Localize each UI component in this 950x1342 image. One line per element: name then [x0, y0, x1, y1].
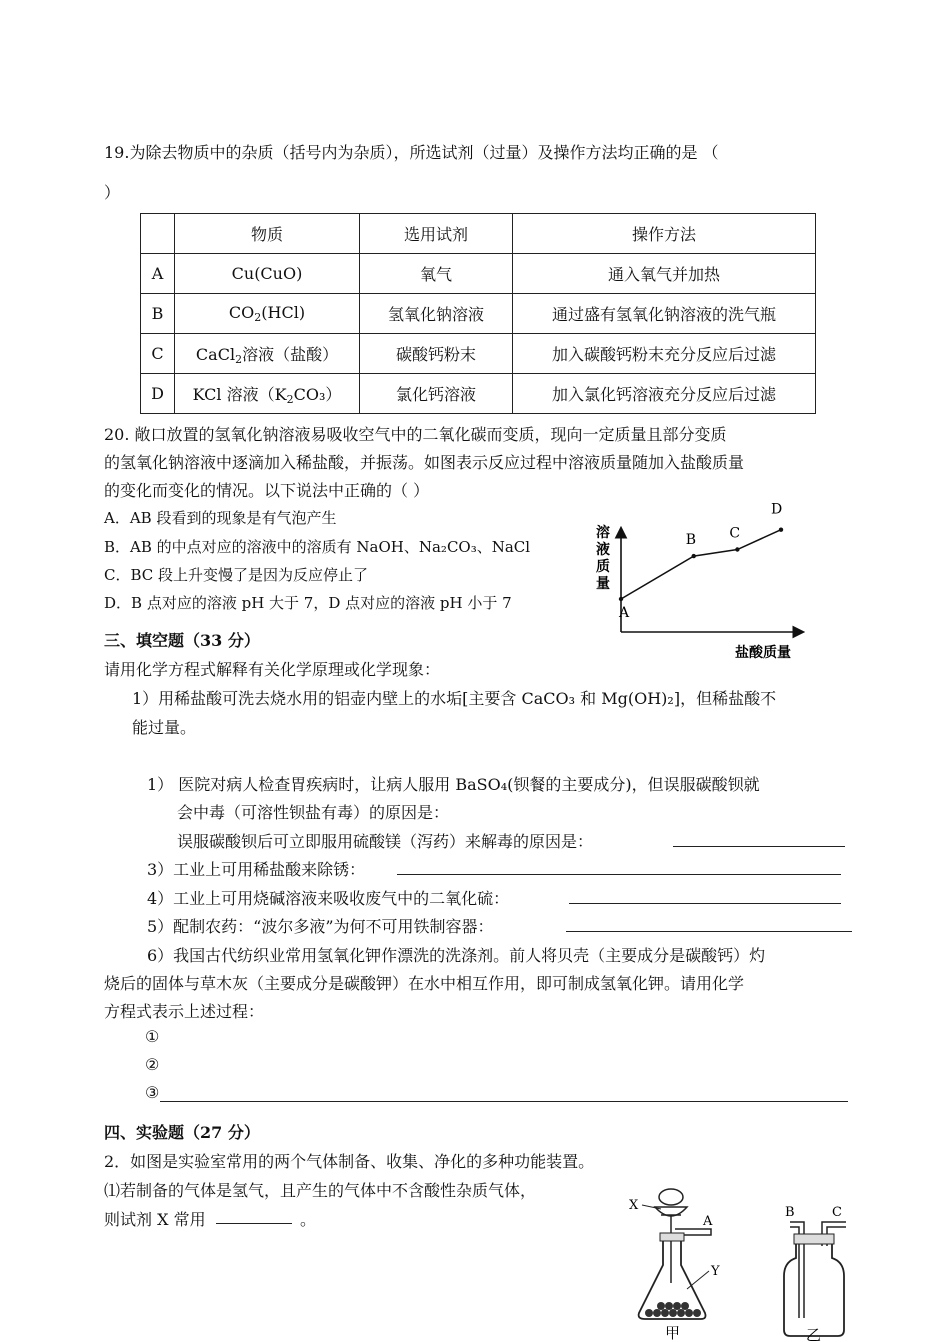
table-header-cell: 物质 — [175, 214, 360, 254]
item5: 5）配制农药：“波尔多液”为何不可用铁制容器： — [147, 917, 494, 936]
table-row — [141, 334, 816, 374]
reagent-cell: 氢氧化钠溶液 — [360, 294, 513, 334]
item3: 3）工业上可用稀盐酸来除锈： — [147, 860, 366, 879]
item4: 4）工业上可用烧碱溶液来吸收废气中的二氧化硫： — [147, 889, 510, 908]
answer-blank — [673, 846, 845, 847]
x-axis-label: 盐酸质量 — [735, 645, 791, 661]
data-point — [692, 554, 696, 558]
table-header-cell: 选用试剂 — [360, 214, 513, 254]
label-yi: 乙 — [806, 1326, 822, 1342]
q19-paren-close: ） — [104, 183, 121, 202]
substance-main: CaCl — [195, 344, 236, 364]
substance-main: CO — [228, 303, 255, 322]
data-point — [619, 597, 623, 601]
q20-option-a: A．AB 段看到的现象是有气泡产生 — [104, 509, 337, 527]
substance-subscript: 2 — [254, 311, 262, 324]
answer-blank — [566, 931, 852, 932]
item2-line3: 误服碳酸钡后可立即服用硫酸镁（泻药）来解毒的原因是： — [177, 832, 594, 851]
stopper — [660, 1233, 684, 1241]
data-point — [735, 547, 739, 551]
substance-cell — [175, 374, 360, 414]
y-axis-label-char: 液 — [596, 542, 610, 558]
substance-cell: Cu(CuO) — [175, 254, 360, 294]
label-b: B — [785, 1205, 795, 1220]
y-axis-label-char: 溶 — [596, 525, 610, 541]
circle-1: ① — [145, 1027, 160, 1046]
substance-subscript: 2 — [235, 352, 243, 366]
section3-intro: 请用化学方程式解释有关化学原理或化学现象： — [104, 660, 441, 679]
q20-option-d: D．B 点对应的溶液 pH 大于 7，D 点对应的溶液 pH 小于 7 — [104, 594, 512, 612]
answer-blank — [397, 874, 841, 875]
q20-option-c: C．BC 段上升变慢了是因为反应停止了 — [104, 566, 369, 584]
answer-blank — [160, 1101, 848, 1102]
method-cell: 通过盛有氢氧化钠溶液的洗气瓶 — [513, 294, 816, 334]
item6-line1: 6）我国古代纺织业常用氢氧化钾作漂洗的洗涤剂。前人将贝壳（主要成分是碳酸钙）灼 — [147, 946, 766, 965]
item6-line2: 烧后的固体与草木灰（主要成分是碳酸钾）在水中相互作用，即可制成氢氧化钾。请用化学 — [104, 974, 745, 993]
item6-line3: 方程式表示上述过程： — [104, 1002, 265, 1021]
substance-cell — [175, 334, 360, 374]
point-label: D — [771, 501, 783, 518]
gas-bottle — [784, 1244, 844, 1336]
item1-line1: 1）用稀盐酸可洗去烧水用的铝壶内壁上的水垢[主要含 CaCO₃ 和 Mg(OH)₂]，但稀盐酸不 — [132, 689, 777, 708]
bottle-stopper — [794, 1234, 834, 1244]
section3-title: 三、填空题（33 分） — [104, 631, 260, 650]
method-cell: 加入氯化钙溶液充分反应后过滤 — [513, 374, 816, 414]
series-line — [621, 530, 781, 599]
apparatus-jia — [625, 1185, 735, 1342]
substance-main: KCl 溶液（K — [192, 384, 287, 404]
y-axis-label-char: 质 — [596, 559, 610, 575]
table-header-row — [141, 214, 816, 254]
q19-table — [140, 213, 816, 414]
row-label: D — [141, 374, 175, 414]
method-cell: 加入碳酸钙粉末充分反应后过滤 — [513, 334, 816, 374]
q19-stem: 19.为除去物质中的杂质（括号内为杂质），所选试剂（过量）及操作方法均正确的是 （ — [104, 143, 719, 162]
circle-2: ② — [145, 1055, 160, 1074]
substance-rest: CO₃） — [293, 384, 342, 404]
funnel-bulb — [659, 1189, 683, 1205]
label-a: A — [703, 1214, 713, 1229]
table-row — [141, 374, 816, 414]
table-row — [141, 254, 816, 294]
section4-title: 四、实验题（27 分） — [104, 1123, 260, 1142]
label-c: C — [832, 1205, 842, 1220]
q20-option-b: B．AB 的中点对应的溶液中的溶质有 NaOH、Na₂CO₃、NaCl — [104, 538, 531, 556]
table-header-cell — [141, 214, 175, 254]
row-label: B — [141, 294, 175, 334]
row-label: A — [141, 254, 175, 294]
section4-sub1-line1: ⑴若制备的气体是氢气，且产生的气体中不含酸性杂质气体， — [104, 1181, 537, 1200]
q20-line3: 的变化而变化的情况。以下说法中正确的（ ） — [104, 481, 430, 500]
substance-subscript: 2 — [286, 392, 294, 406]
label-x: X — [629, 1198, 639, 1213]
item1-line2: 能过量。 — [132, 718, 197, 737]
substance-rest: 溶液（盐酸） — [242, 344, 339, 364]
data-point — [779, 528, 783, 532]
point-label: C — [729, 525, 741, 542]
point-label: B — [685, 532, 697, 549]
reagent-cell: 氯化钙溶液 — [360, 374, 513, 414]
table-header-cell: 操作方法 — [513, 214, 816, 254]
row-label: C — [141, 334, 175, 374]
point-label: A — [619, 605, 630, 621]
answer-blank — [216, 1223, 292, 1224]
y-axis-label-char: 量 — [596, 576, 610, 592]
mass-chart — [590, 501, 815, 665]
method-cell: 通入氧气并加热 — [513, 254, 816, 294]
answer-blank — [569, 903, 841, 904]
apparatus-yi — [770, 1200, 870, 1342]
section4-q2: 2．如图是实验室常用的两个气体制备、收集、净化的多种功能装置。 — [104, 1152, 595, 1171]
reagent-cell: 氧气 — [360, 254, 513, 294]
item2-line2: 会中毒（可溶性钡盐有毒）的原因是： — [177, 803, 450, 822]
item2-line1: 1） 医院对病人检查胃疾病时，让病人服用 BaSO₄(钡餐的主要成分)，但误服碳酸钡就 — [147, 775, 760, 794]
reagent-cell: 碳酸钙粉末 — [360, 334, 513, 374]
circle-3: ③ — [145, 1083, 160, 1102]
label-jia: 甲 — [665, 1324, 681, 1342]
substance-cell — [175, 294, 360, 334]
table-row — [141, 294, 816, 334]
q20-line1: 20. 敞口放置的氢氧化钠溶液易吸收空气中的二氧化碳而变质，现向一定质量且部分变质 — [104, 425, 727, 444]
section4-sub1-line2a: 则试剂 X 常用 — [104, 1210, 206, 1229]
label-y: Y — [711, 1264, 720, 1279]
q20-line2: 的氢氧化钠溶液中逐滴加入稀盐酸，并振荡。如图表示反应过程中溶液质量随加入盐酸质量 — [104, 453, 745, 472]
substance-rest: (HCl) — [261, 303, 306, 322]
section4-sub1-line2b: 。 — [300, 1210, 317, 1229]
